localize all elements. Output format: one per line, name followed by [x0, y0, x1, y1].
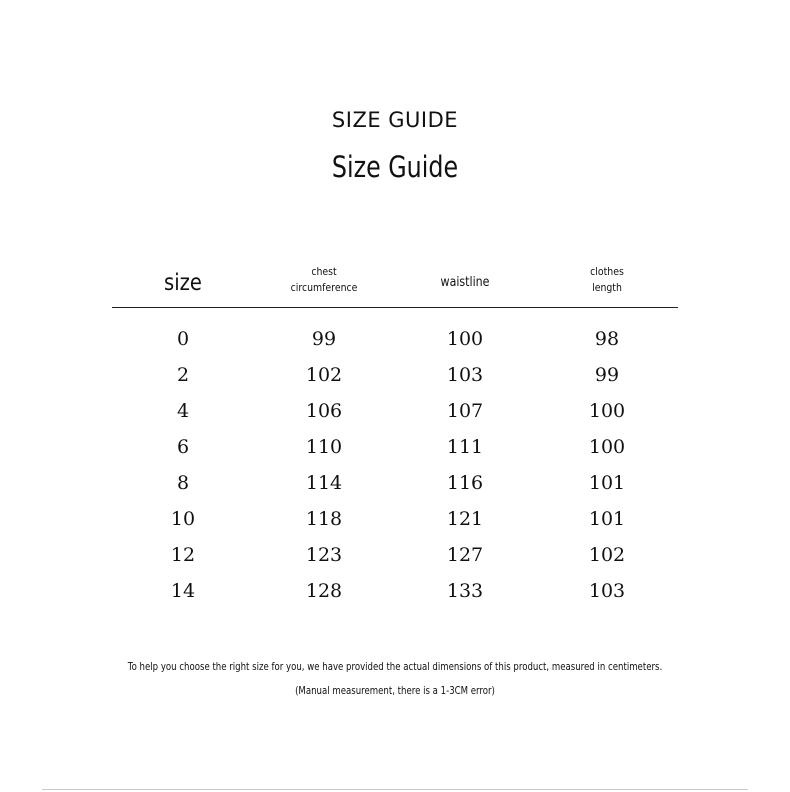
cell-length: 101 — [588, 472, 626, 494]
cell-chest: 102 — [305, 364, 343, 386]
cell-size: 14 — [170, 580, 196, 602]
cell-chest: 114 — [305, 472, 343, 494]
header-waistline: waistline — [440, 275, 490, 290]
cell-size: 10 — [170, 508, 196, 530]
cell-size: 0 — [176, 328, 190, 350]
bottom-divider — [42, 789, 748, 790]
cell-size: 4 — [176, 400, 190, 422]
size-table — [112, 262, 678, 609]
cell-chest: 106 — [305, 400, 343, 422]
measurement-disclaimer: (Manual measurement, there is a 1-3CM error) — [295, 684, 495, 697]
cell-waist: 100 — [446, 328, 484, 350]
cell-length: 101 — [588, 508, 626, 530]
table-body — [112, 308, 678, 609]
cell-waist: 103 — [446, 364, 484, 386]
cell-waist: 107 — [446, 400, 484, 422]
cell-length: 100 — [588, 400, 626, 422]
table-row — [112, 357, 678, 393]
size-guide-title: Size Guide — [331, 150, 459, 184]
cell-waist: 127 — [446, 544, 484, 566]
header-length-line2: length — [592, 281, 622, 294]
cell-chest: 123 — [305, 544, 343, 566]
cell-length: 102 — [588, 544, 626, 566]
cell-chest: 128 — [305, 580, 343, 602]
cell-length: 98 — [594, 328, 620, 350]
header-clothes-length — [547, 264, 668, 296]
cell-length: 100 — [588, 436, 626, 458]
cell-waist: 121 — [446, 508, 484, 530]
cell-size: 12 — [170, 544, 196, 566]
cell-waist: 133 — [446, 580, 484, 602]
cell-size: 6 — [176, 436, 190, 458]
cell-waist: 116 — [446, 472, 484, 494]
size-guide-caps-title: SIZE GUIDE — [331, 108, 459, 132]
table-row — [112, 501, 678, 537]
header-chest-line2: circumference — [290, 281, 358, 294]
cell-length: 103 — [588, 580, 626, 602]
header-size: size — [164, 270, 202, 296]
cell-length: 99 — [594, 364, 620, 386]
table-row — [112, 465, 678, 501]
header-chest-circumference — [264, 264, 385, 296]
header-length-line1: clothes — [590, 265, 624, 278]
cell-waist: 111 — [446, 436, 484, 458]
cell-chest: 118 — [305, 508, 343, 530]
table-row — [112, 537, 678, 573]
table-header-row — [112, 262, 678, 308]
cell-chest: 99 — [311, 328, 337, 350]
table-row — [112, 429, 678, 465]
cell-chest: 110 — [305, 436, 343, 458]
table-row — [112, 393, 678, 429]
header-chest-line1: chest — [311, 265, 337, 278]
table-row — [112, 321, 678, 357]
measurement-note: To help you choose the right size for you, we have provided the actual dimensions of this product, measured in centimeters. — [127, 660, 663, 673]
table-row — [112, 573, 678, 609]
cell-size: 2 — [176, 364, 190, 386]
cell-size: 8 — [176, 472, 190, 494]
